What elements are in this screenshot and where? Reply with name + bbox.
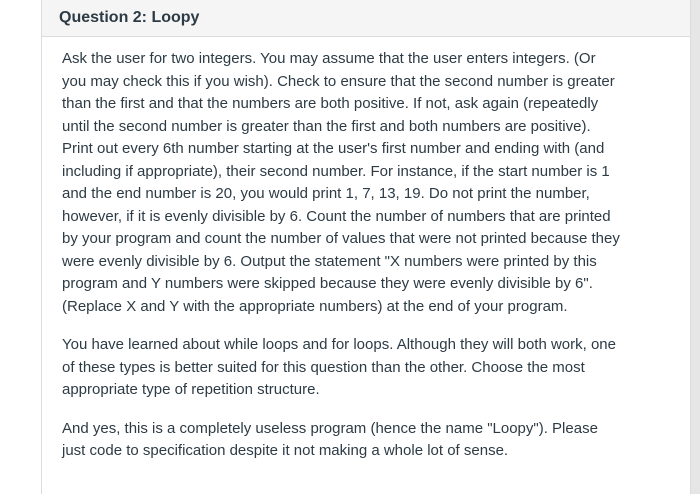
question-paragraph-instructions: Ask the user for two integers. You may assume that the user enters integers. (Or you may check this if you wish). Check to ensure that the second number is greater than the first and that the numbers are both positive. If not, ask again (repeatedly until the second number is greater than the first and both numbers are positive). Print out every 6th number starting at the user's first number and ending with (and including if appropriate), their second number. For instance, if the start number is 1 and the end number is 20, you would print 1, 7, 13, 19. Do not print the number, however, if it is evenly divisible by 6. Count the number of numbers that are printed by your program and count the number of values that were not printed because they were evenly divisible by 6. Output the statement "X numbers were printed by this program and Y numbers were skipped because they were evenly divisible by 6". (Replace X and Y with the appropriate numbers) at the end of your program. [62,50,620,315]
left-margin [0,0,41,494]
question-body [62,48,622,479]
question-header [42,0,690,37]
question-card [41,0,691,494]
question-title: Question 2: Loopy [59,9,200,26]
scrollbar-track[interactable] [691,0,700,494]
question-paragraph-note: And yes, this is a completely useless program (hence the name "Loopy"). Please just code to specification despite it not making a whole lot of sense. [62,419,598,459]
question-paragraph-loop-choice: You have learned about while loops and for loops. Although they will both work, one of these types is better suited for this question than the other. Choose the most appropriate type of repetition structure. [62,336,616,398]
